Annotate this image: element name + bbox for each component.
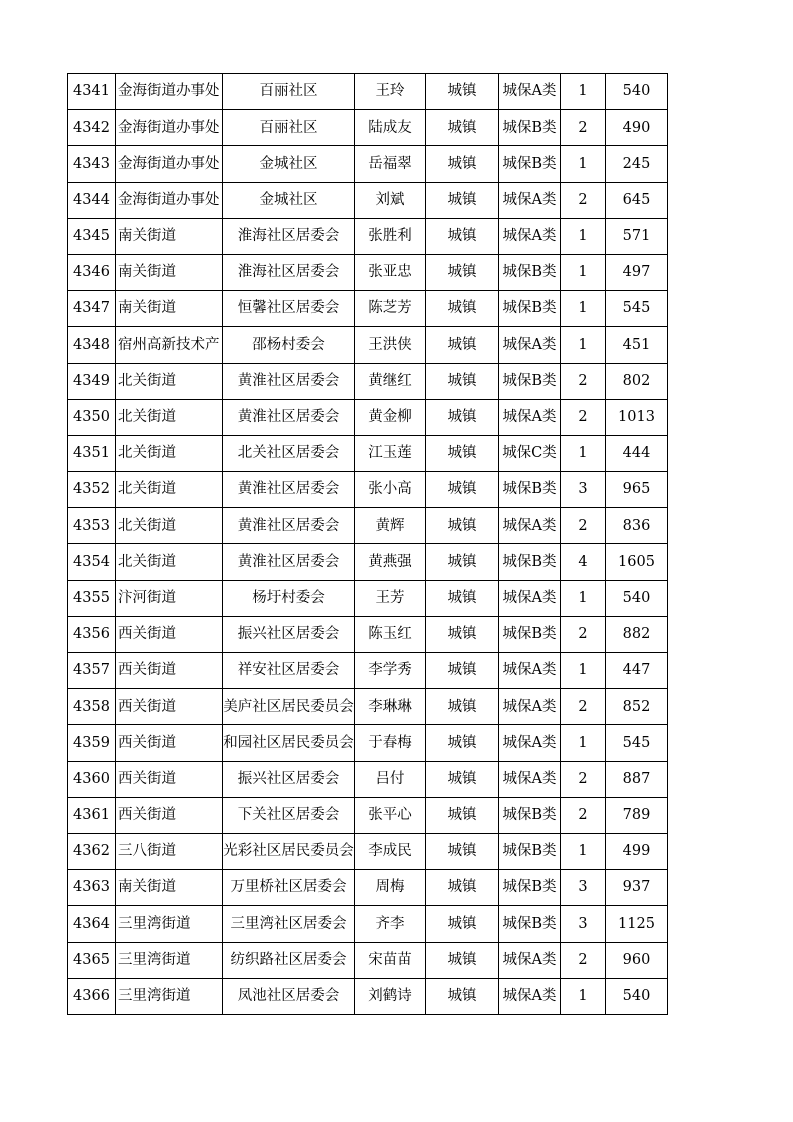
category-cell: 城保A类 — [499, 689, 561, 725]
name-cell: 宋苗苗 — [355, 942, 426, 978]
table-row — [68, 399, 668, 435]
table-row — [68, 327, 668, 363]
street-cell: 西关街道 — [116, 616, 223, 652]
name-cell: 陆成友 — [355, 110, 426, 146]
name-cell: 江玉莲 — [355, 435, 426, 471]
area-cell: 城镇 — [426, 725, 499, 761]
area-cell: 城镇 — [426, 182, 499, 218]
name-cell: 王洪侠 — [355, 327, 426, 363]
row-id-cell: 4364 — [68, 906, 116, 942]
table-row — [68, 110, 668, 146]
count-cell: 1 — [561, 725, 606, 761]
count-cell: 1 — [561, 978, 606, 1014]
row-id-cell: 4352 — [68, 472, 116, 508]
row-id-cell: 4360 — [68, 761, 116, 797]
table-row — [68, 689, 668, 725]
category-cell: 城保B类 — [499, 110, 561, 146]
street-cell: 西关街道 — [116, 725, 223, 761]
street-cell: 三里湾街道 — [116, 906, 223, 942]
row-id-cell: 4350 — [68, 399, 116, 435]
area-cell: 城镇 — [426, 689, 499, 725]
category-cell: 城保B类 — [499, 291, 561, 327]
count-cell: 3 — [561, 472, 606, 508]
row-id-cell: 4356 — [68, 616, 116, 652]
count-cell: 2 — [561, 110, 606, 146]
name-cell: 黄继红 — [355, 363, 426, 399]
area-cell: 城镇 — [426, 508, 499, 544]
area-cell: 城镇 — [426, 327, 499, 363]
table-row — [68, 544, 668, 580]
row-id-cell: 4345 — [68, 218, 116, 254]
name-cell: 黄辉 — [355, 508, 426, 544]
row-id-cell: 4342 — [68, 110, 116, 146]
street-cell: 南关街道 — [116, 291, 223, 327]
category-cell: 城保B类 — [499, 254, 561, 290]
area-cell: 城镇 — [426, 906, 499, 942]
name-cell: 李学秀 — [355, 653, 426, 689]
area-cell: 城镇 — [426, 146, 499, 182]
category-cell: 城保A类 — [499, 508, 561, 544]
community-cell: 祥安社区居委会 — [223, 653, 355, 689]
area-cell: 城镇 — [426, 74, 499, 110]
category-cell: 城保B类 — [499, 833, 561, 869]
row-id-cell: 4366 — [68, 978, 116, 1014]
row-id-cell: 4348 — [68, 327, 116, 363]
table-row — [68, 833, 668, 869]
count-cell: 1 — [561, 146, 606, 182]
category-cell: 城保A类 — [499, 653, 561, 689]
table-row — [68, 472, 668, 508]
count-cell: 1 — [561, 291, 606, 327]
area-cell: 城镇 — [426, 761, 499, 797]
amount-cell: 887 — [606, 761, 668, 797]
amount-cell: 540 — [606, 580, 668, 616]
table-row — [68, 942, 668, 978]
count-cell: 2 — [561, 797, 606, 833]
street-cell: 金海街道办事处 — [116, 74, 223, 110]
community-cell: 邵杨村委会 — [223, 327, 355, 363]
table-row — [68, 508, 668, 544]
category-cell: 城保A类 — [499, 580, 561, 616]
table-row — [68, 182, 668, 218]
community-cell: 和园社区居民委员会 — [223, 725, 355, 761]
name-cell: 刘斌 — [355, 182, 426, 218]
table-body — [68, 74, 668, 1015]
name-cell: 刘鹤诗 — [355, 978, 426, 1014]
row-id-cell: 4343 — [68, 146, 116, 182]
row-id-cell: 4344 — [68, 182, 116, 218]
row-id-cell: 4365 — [68, 942, 116, 978]
community-cell: 光彩社区居民委员会 — [223, 833, 355, 869]
name-cell: 张小高 — [355, 472, 426, 508]
count-cell: 1 — [561, 74, 606, 110]
street-cell: 三八街道 — [116, 833, 223, 869]
amount-cell: 802 — [606, 363, 668, 399]
count-cell: 4 — [561, 544, 606, 580]
count-cell: 1 — [561, 435, 606, 471]
count-cell: 1 — [561, 833, 606, 869]
amount-cell: 836 — [606, 508, 668, 544]
street-cell: 西关街道 — [116, 761, 223, 797]
area-cell: 城镇 — [426, 110, 499, 146]
street-cell: 北关街道 — [116, 508, 223, 544]
name-cell: 王芳 — [355, 580, 426, 616]
community-cell: 黄淮社区居委会 — [223, 363, 355, 399]
table-row — [68, 254, 668, 290]
name-cell: 吕付 — [355, 761, 426, 797]
area-cell: 城镇 — [426, 942, 499, 978]
category-cell: 城保B类 — [499, 472, 561, 508]
community-cell: 恒馨社区居委会 — [223, 291, 355, 327]
area-cell: 城镇 — [426, 797, 499, 833]
amount-cell: 499 — [606, 833, 668, 869]
amount-cell: 444 — [606, 435, 668, 471]
community-cell: 黄淮社区居委会 — [223, 544, 355, 580]
community-cell: 凤池社区居委会 — [223, 978, 355, 1014]
category-cell: 城保A类 — [499, 725, 561, 761]
street-cell: 西关街道 — [116, 797, 223, 833]
category-cell: 城保A类 — [499, 978, 561, 1014]
area-cell: 城镇 — [426, 472, 499, 508]
category-cell: 城保A类 — [499, 74, 561, 110]
area-cell: 城镇 — [426, 291, 499, 327]
category-cell: 城保B类 — [499, 363, 561, 399]
row-id-cell: 4361 — [68, 797, 116, 833]
community-cell: 美庐社区居民委员会 — [223, 689, 355, 725]
amount-cell: 882 — [606, 616, 668, 652]
street-cell: 金海街道办事处 — [116, 146, 223, 182]
area-cell: 城镇 — [426, 978, 499, 1014]
table-row — [68, 616, 668, 652]
community-cell: 百丽社区 — [223, 110, 355, 146]
category-cell: 城保B类 — [499, 616, 561, 652]
name-cell: 李琳琳 — [355, 689, 426, 725]
row-id-cell: 4351 — [68, 435, 116, 471]
count-cell: 2 — [561, 363, 606, 399]
street-cell: 南关街道 — [116, 218, 223, 254]
street-cell: 南关街道 — [116, 870, 223, 906]
street-cell: 西关街道 — [116, 689, 223, 725]
amount-cell: 447 — [606, 653, 668, 689]
count-cell: 2 — [561, 689, 606, 725]
count-cell: 2 — [561, 399, 606, 435]
table-row — [68, 725, 668, 761]
row-id-cell: 4346 — [68, 254, 116, 290]
area-cell: 城镇 — [426, 254, 499, 290]
amount-cell: 937 — [606, 870, 668, 906]
row-id-cell: 4355 — [68, 580, 116, 616]
table-row — [68, 906, 668, 942]
street-cell: 北关街道 — [116, 435, 223, 471]
area-cell: 城镇 — [426, 399, 499, 435]
community-cell: 黄淮社区居委会 — [223, 399, 355, 435]
area-cell: 城镇 — [426, 833, 499, 869]
amount-cell: 1125 — [606, 906, 668, 942]
count-cell: 1 — [561, 653, 606, 689]
area-cell: 城镇 — [426, 435, 499, 471]
community-cell: 下关社区居委会 — [223, 797, 355, 833]
name-cell: 齐李 — [355, 906, 426, 942]
category-cell: 城保B类 — [499, 906, 561, 942]
category-cell: 城保A类 — [499, 761, 561, 797]
amount-cell: 1013 — [606, 399, 668, 435]
row-id-cell: 4357 — [68, 653, 116, 689]
name-cell: 李成民 — [355, 833, 426, 869]
area-cell: 城镇 — [426, 616, 499, 652]
beneficiary-table — [67, 73, 668, 1015]
category-cell: 城保A类 — [499, 218, 561, 254]
amount-cell: 245 — [606, 146, 668, 182]
row-id-cell: 4359 — [68, 725, 116, 761]
community-cell: 振兴社区居委会 — [223, 761, 355, 797]
category-cell: 城保B类 — [499, 544, 561, 580]
category-cell: 城保A类 — [499, 327, 561, 363]
table-row — [68, 435, 668, 471]
name-cell: 王玲 — [355, 74, 426, 110]
community-cell: 万里桥社区居委会 — [223, 870, 355, 906]
count-cell: 2 — [561, 508, 606, 544]
community-cell: 金城社区 — [223, 146, 355, 182]
amount-cell: 540 — [606, 978, 668, 1014]
amount-cell: 965 — [606, 472, 668, 508]
area-cell: 城镇 — [426, 870, 499, 906]
amount-cell: 645 — [606, 182, 668, 218]
table-row — [68, 761, 668, 797]
community-cell: 淮海社区居委会 — [223, 218, 355, 254]
table-row — [68, 978, 668, 1014]
count-cell: 2 — [561, 616, 606, 652]
row-id-cell: 4362 — [68, 833, 116, 869]
category-cell: 城保B类 — [499, 146, 561, 182]
name-cell: 陈芝芳 — [355, 291, 426, 327]
count-cell: 1 — [561, 218, 606, 254]
street-cell: 金海街道办事处 — [116, 182, 223, 218]
count-cell: 1 — [561, 327, 606, 363]
category-cell: 城保B类 — [499, 797, 561, 833]
category-cell: 城保A类 — [499, 942, 561, 978]
community-cell: 振兴社区居委会 — [223, 616, 355, 652]
name-cell: 张胜利 — [355, 218, 426, 254]
street-cell: 北关街道 — [116, 399, 223, 435]
amount-cell: 451 — [606, 327, 668, 363]
row-id-cell: 4358 — [68, 689, 116, 725]
amount-cell: 1605 — [606, 544, 668, 580]
amount-cell: 545 — [606, 291, 668, 327]
amount-cell: 960 — [606, 942, 668, 978]
count-cell: 3 — [561, 906, 606, 942]
table-row — [68, 291, 668, 327]
community-cell: 百丽社区 — [223, 74, 355, 110]
amount-cell: 490 — [606, 110, 668, 146]
row-id-cell: 4341 — [68, 74, 116, 110]
area-cell: 城镇 — [426, 363, 499, 399]
row-id-cell: 4349 — [68, 363, 116, 399]
table-row — [68, 580, 668, 616]
row-id-cell: 4353 — [68, 508, 116, 544]
name-cell: 张亚忠 — [355, 254, 426, 290]
area-cell: 城镇 — [426, 653, 499, 689]
area-cell: 城镇 — [426, 544, 499, 580]
community-cell: 黄淮社区居委会 — [223, 508, 355, 544]
table-row — [68, 363, 668, 399]
count-cell: 1 — [561, 254, 606, 290]
street-cell: 三里湾街道 — [116, 978, 223, 1014]
name-cell: 于春梅 — [355, 725, 426, 761]
street-cell: 北关街道 — [116, 472, 223, 508]
count-cell: 1 — [561, 580, 606, 616]
row-id-cell: 4363 — [68, 870, 116, 906]
table-row — [68, 146, 668, 182]
table-row — [68, 653, 668, 689]
community-cell: 纺织路社区居委会 — [223, 942, 355, 978]
amount-cell: 545 — [606, 725, 668, 761]
row-id-cell: 4347 — [68, 291, 116, 327]
area-cell: 城镇 — [426, 218, 499, 254]
category-cell: 城保A类 — [499, 399, 561, 435]
name-cell: 黄金柳 — [355, 399, 426, 435]
table-row — [68, 870, 668, 906]
name-cell: 张平心 — [355, 797, 426, 833]
count-cell: 2 — [561, 182, 606, 218]
street-cell: 金海街道办事处 — [116, 110, 223, 146]
category-cell: 城保A类 — [499, 182, 561, 218]
count-cell: 3 — [561, 870, 606, 906]
table-row — [68, 74, 668, 110]
count-cell: 2 — [561, 761, 606, 797]
amount-cell: 497 — [606, 254, 668, 290]
name-cell: 陈玉红 — [355, 616, 426, 652]
street-cell: 西关街道 — [116, 653, 223, 689]
amount-cell: 789 — [606, 797, 668, 833]
amount-cell: 852 — [606, 689, 668, 725]
community-cell: 淮海社区居委会 — [223, 254, 355, 290]
community-cell: 三里湾社区居委会 — [223, 906, 355, 942]
category-cell: 城保C类 — [499, 435, 561, 471]
street-cell: 北关街道 — [116, 363, 223, 399]
category-cell: 城保B类 — [499, 870, 561, 906]
community-cell: 北关社区居委会 — [223, 435, 355, 471]
table-row — [68, 797, 668, 833]
row-id-cell: 4354 — [68, 544, 116, 580]
name-cell: 岳福翠 — [355, 146, 426, 182]
community-cell: 杨圩村委会 — [223, 580, 355, 616]
name-cell: 周梅 — [355, 870, 426, 906]
community-cell: 黄淮社区居委会 — [223, 472, 355, 508]
name-cell: 黄燕强 — [355, 544, 426, 580]
table-row — [68, 218, 668, 254]
area-cell: 城镇 — [426, 580, 499, 616]
street-cell: 宿州高新技术产 — [116, 327, 223, 363]
street-cell: 南关街道 — [116, 254, 223, 290]
amount-cell: 540 — [606, 74, 668, 110]
street-cell: 北关街道 — [116, 544, 223, 580]
amount-cell: 571 — [606, 218, 668, 254]
community-cell: 金城社区 — [223, 182, 355, 218]
count-cell: 2 — [561, 942, 606, 978]
street-cell: 三里湾街道 — [116, 942, 223, 978]
street-cell: 汴河街道 — [116, 580, 223, 616]
